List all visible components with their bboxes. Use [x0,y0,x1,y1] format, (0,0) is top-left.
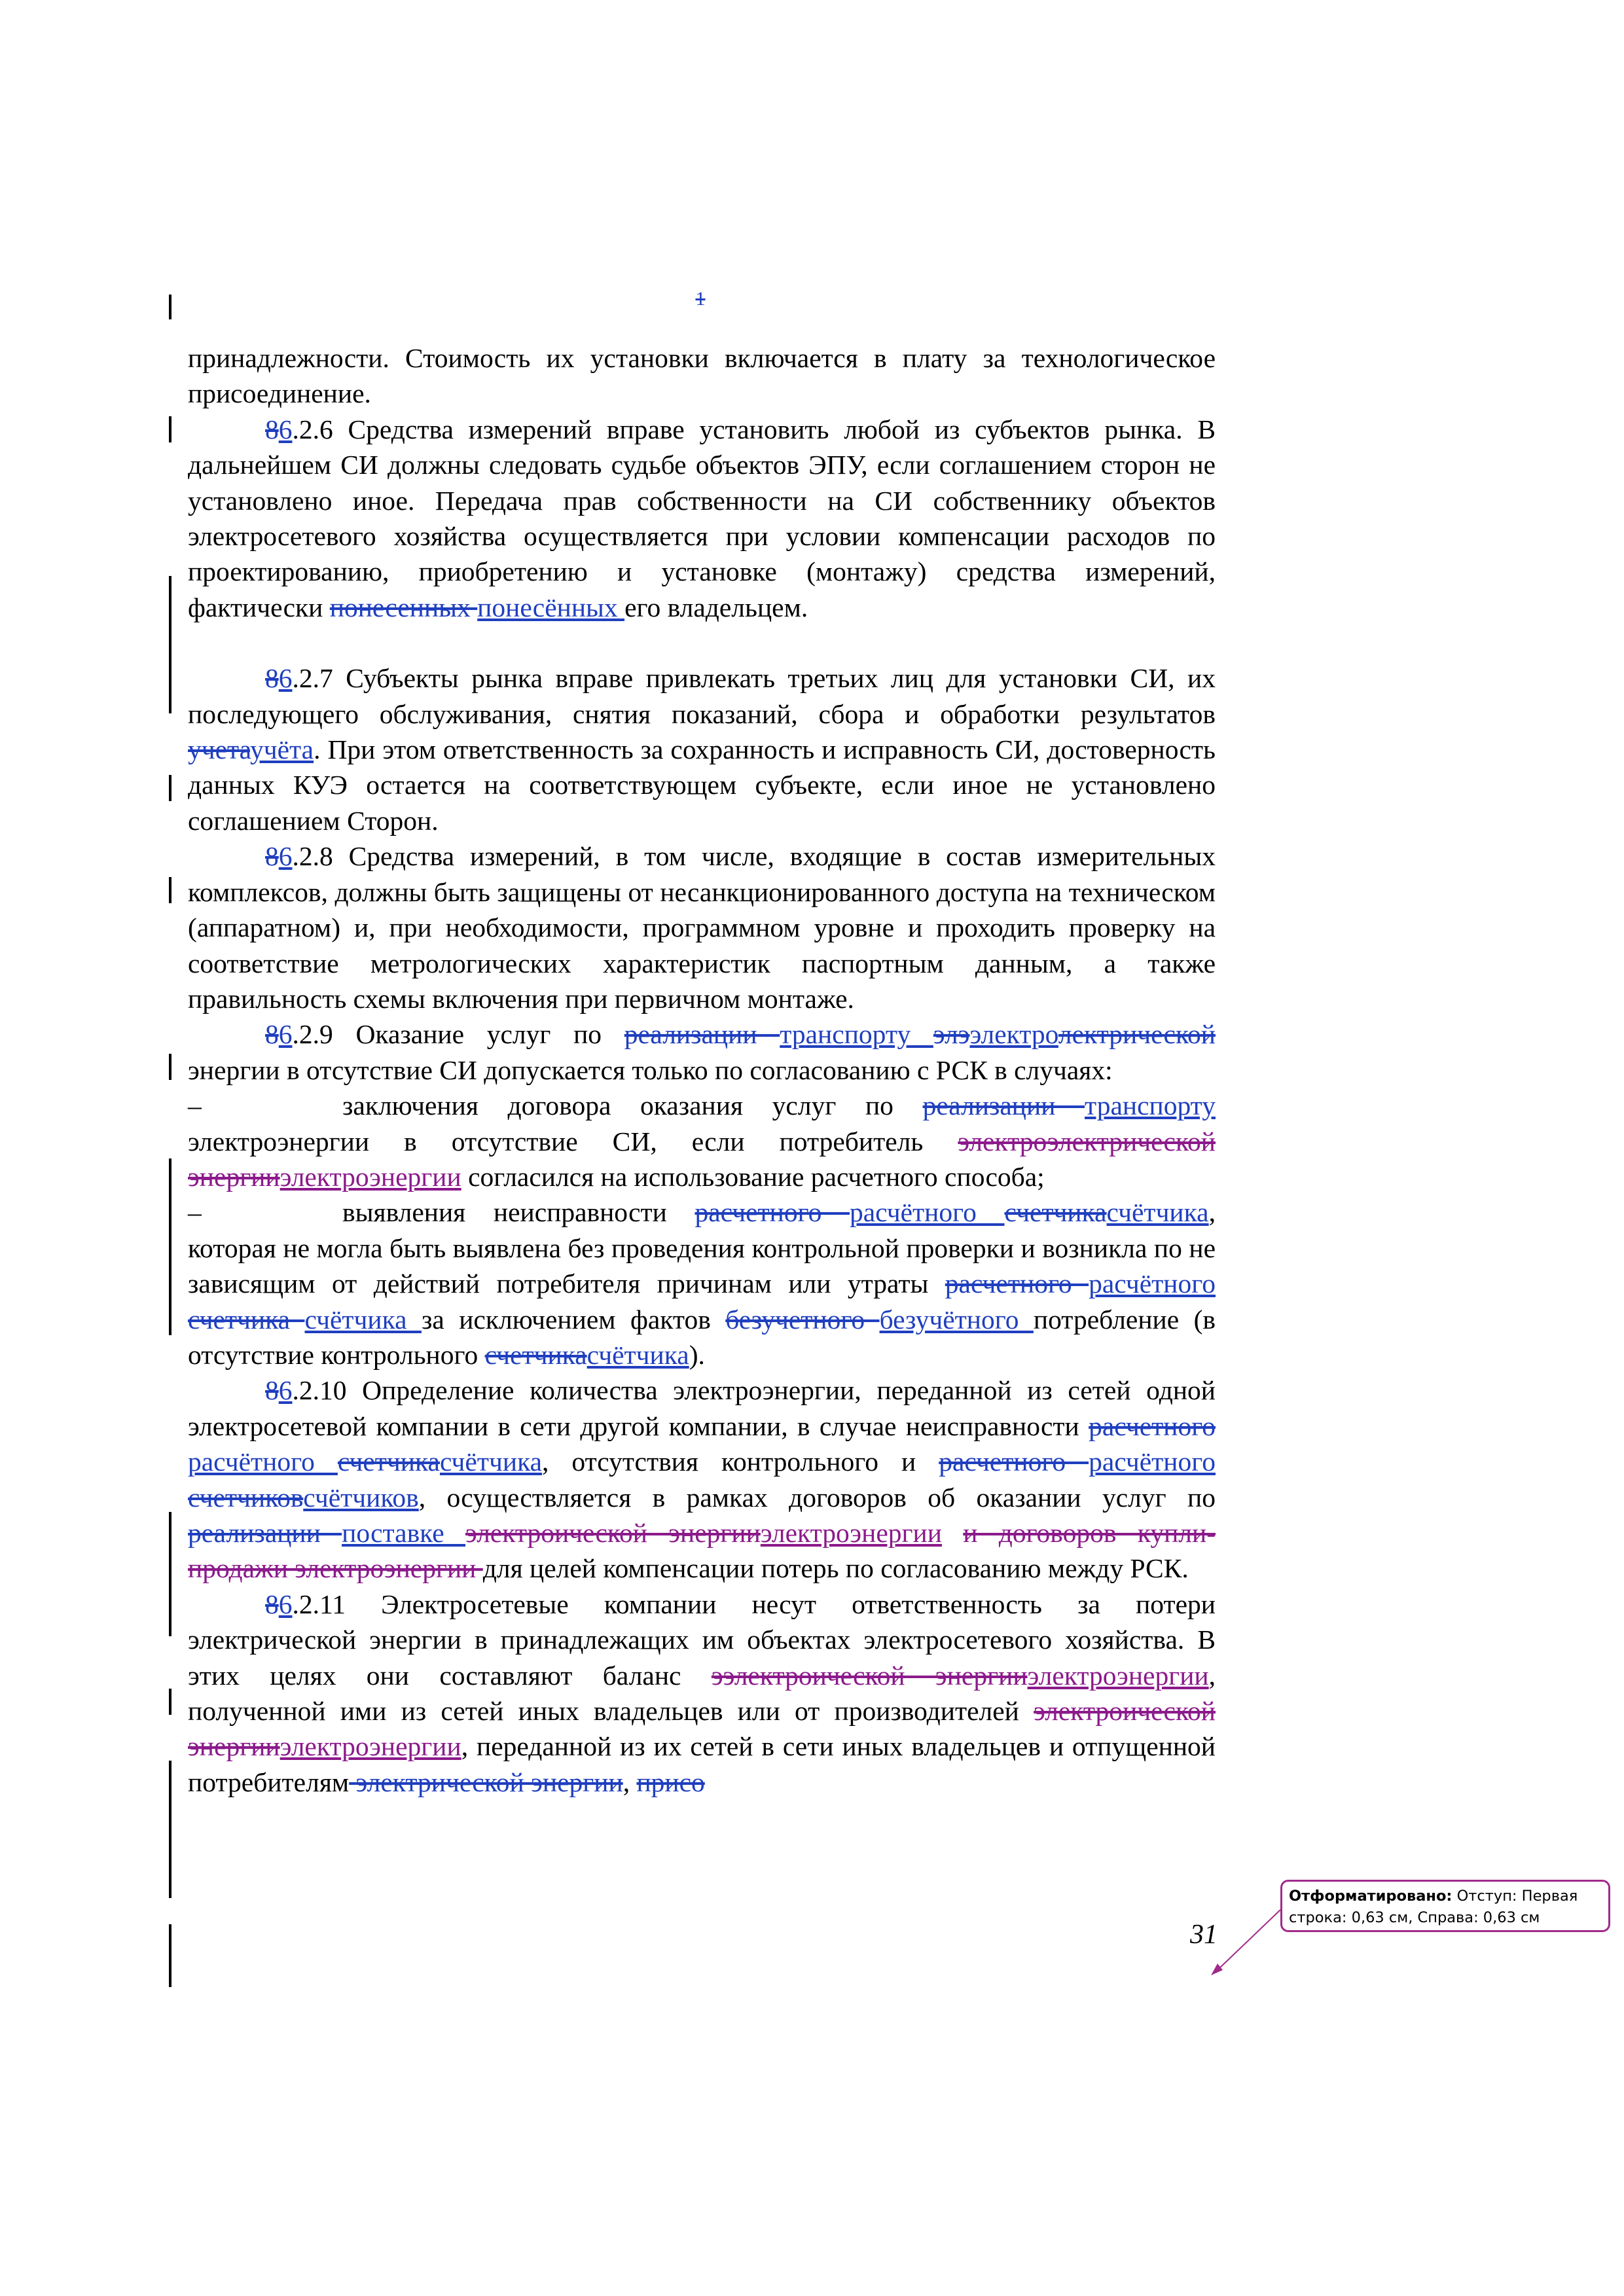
change-bar [169,1689,171,1715]
inserted-text: электроэнергии [1027,1660,1209,1691]
change-bar [169,1761,171,1898]
deleted-text: лектрической [1058,1019,1216,1050]
list-text: потребление (в отсутствие контрольного [188,1304,1216,1370]
paragraph-text [942,1518,963,1548]
change-bar [169,1512,171,1636]
paragraph-text: Определение количества электроэнергии, переданной из сетей одной электросетевой компании в сети другой компании, в случае неисправности [188,1375,1216,1441]
header-marker: 1 [695,288,706,310]
deleted-number: 8 [265,1019,279,1050]
deleted-text: расчетного [945,1268,1089,1299]
deleted-text: реализации [922,1090,1085,1121]
paragraph-text: Электросетевые компании несут ответственность за потери электрической энергии в принадлежащих им объектах электросетевого хозяйства. В этих целях они составляют баланс [188,1588,1216,1691]
inserted-text: электроэнергии [280,1731,461,1762]
deleted-text: электрической энергии [349,1767,623,1797]
list-text: электроэнергии в отсутствие СИ, если потребитель [188,1126,958,1157]
list-text: , которая не могла быть выявлена без проведения контрольной проверки и возникла по не зависящим от действий потребителя причинам или утраты [188,1197,1216,1299]
paragraph-6-2-8 [188,838,1216,1016]
inserted-text: счётчика [304,1304,422,1335]
deleted-text: расчетного [695,1197,850,1228]
page-number: 31 [1190,1920,1218,1950]
inserted-text: счётчиков [303,1482,419,1513]
deleted-text: электро [958,1126,1047,1157]
paragraph-text: его владельцем. [624,592,808,622]
inserted-text: транспорту [780,1019,933,1050]
deleted-number: 8 [265,663,279,694]
deleted-text: электроической энергии [188,1696,1216,1762]
inserted-text: электроэнергии [280,1161,461,1192]
inserted-number: 6 [278,1019,293,1050]
deleted-number: 8 [265,841,279,872]
list-dash: – [188,1090,202,1121]
deleted-text: реализации [188,1518,342,1548]
list-item [188,1088,1216,1194]
clause-number: .2.10 [292,1375,363,1406]
list-text: ). [689,1339,705,1370]
clause-number: .2.7 [292,663,346,694]
deleted-text: реализации [624,1019,780,1050]
list-text: согласился на использование расчетного способа; [461,1161,1045,1192]
list-item [188,1194,1216,1372]
deleted-number: 8 [265,1588,279,1619]
inserted-text: электроэнергии [760,1518,942,1548]
deleted-text: счетчика [337,1446,440,1477]
inserted-number: 6 [278,1588,293,1619]
change-bar [169,775,171,801]
deleted-text: присо [636,1767,705,1797]
list-text: за исключением фактов [421,1304,726,1335]
inserted-text: расчётного [849,1197,1005,1228]
paragraph-text: , полученной ими из сетей иных владельцев или от производителей [188,1660,1216,1727]
deleted-text: счетчика [484,1339,587,1370]
paragraph-6-2-9 [188,1016,1216,1088]
inserted-text: транспорту [1085,1090,1216,1121]
deleted-text: расчетного [939,1446,1089,1477]
list-text: выявления неисправности [342,1197,695,1228]
paragraph-text: Средства измерений вправе установить любой из субъектов рынка. В дальнейшем СИ должны следовать судьбе объектов ЭПУ, если соглашением сторон не установлено иное. Передача прав собственности на СИ собственнику объектов электросетевого хозяйства осуществляется при условии компенсации расходов по проектированию, приобретению и установке (монтажу) средства измерений, фактически [188,414,1216,622]
deleted-text: и договоров купли-продажи электроэнергии [188,1518,1216,1584]
paragraph-text: . При этом ответственность за сохранность и исправность СИ, достоверность данных КУЭ остается на соответствующем субъекте, если иное не установлено соглашением Сторон. [188,734,1216,836]
change-bar [169,877,171,903]
deleted-text: счетчиков [188,1482,304,1513]
inserted-text: расчётного [188,1446,338,1477]
change-bar [169,1054,171,1080]
paragraph-text: Средства измерений, в том числе, входящие в состав измерительных комплексов, должны быть защищены от несанкционированного доступа на техническом (аппаратном) и, при необходимости, программном уровне и проходить проверку на соответствие метрологических характеристик паспортным данным, а также правильность схемы включения при первичном монтаже. [188,841,1216,1014]
paragraph-6-2-10 [188,1372,1216,1586]
paragraph-6-2-7 [188,660,1216,838]
deleted-text: электрической энергии [188,1126,1216,1192]
deleted-number: 8 [265,414,279,444]
clause-number: .2.11 [292,1588,382,1619]
deleted-number: 8 [265,1375,279,1406]
paragraph-6-2-11 [188,1587,1216,1800]
change-bar [169,1924,171,1987]
body-text [188,340,1216,1800]
paragraph-text: Оказание услуг по [355,1019,624,1050]
inserted-text: безучётного [879,1304,1034,1335]
paragraph-text: для целей компенсации потерь по согласованию между РСК. [482,1553,1189,1584]
inserted-number: 6 [278,663,293,694]
deleted-text: безучетного [725,1304,880,1335]
deleted-text: ээлектроической энергии [711,1660,1028,1691]
change-bar [169,1158,171,1335]
paragraph-text: , отсутствия контрольного и [542,1446,939,1477]
inserted-text: поставке [342,1518,466,1548]
inserted-text: расчётного [1089,1446,1216,1477]
paragraph-text: , [623,1767,637,1797]
clause-number: .2.9 [292,1019,356,1050]
paragraph-text: , осуществляется в рамках договоров об оказании услуг по [418,1482,1216,1513]
deleted-text: понесенных [329,592,478,622]
paragraph-text: Субъекты рынка вправе привлекать третьих лиц для установки СИ, их последующего обслуживания, снятия показаний, сбора и обработки результатов [188,663,1216,729]
format-comment-balloon[interactable] [1280,1880,1610,1932]
change-bar [169,416,171,442]
inserted-text: расчётного [1089,1268,1216,1299]
list-text: заключения договора оказания услуг по [342,1090,923,1121]
paragraph-text: , переданной из их сетей в сети иных владельцев и отпущенной потребителям [188,1731,1216,1797]
deleted-text: счетчика [1004,1197,1107,1228]
list-dash: – [188,1197,202,1228]
comment-title: Отформатировано: [1289,1888,1453,1905]
paragraph-continued: принадлежности. Стоимость их установки включается в плату за технологическое присоединение. [188,343,1216,409]
inserted-text: счётчика [1106,1197,1209,1228]
deleted-text: электроической энергии [465,1518,761,1548]
paragraph-text: энергии в отсутствие СИ допускается только по согласованию с РСК в случаях: [188,1054,1113,1085]
inserted-number: 6 [278,1375,293,1406]
inserted-text: понесённых [477,592,625,622]
paragraph-6-2-6 [188,412,1216,625]
clause-number: .2.8 [292,841,349,872]
deleted-text: счетчика [188,1304,305,1335]
inserted-text: учёта [250,734,314,765]
inserted-text: электро [969,1019,1058,1050]
inserted-text: счётчика [586,1339,689,1370]
blank-line [188,625,1216,660]
inserted-number: 6 [278,414,293,444]
deleted-text: учета [188,734,250,765]
deleted-text: расчетного [1089,1410,1216,1441]
change-bar [169,295,171,319]
inserted-text: счётчика [439,1446,543,1477]
deleted-text: элэ [933,1019,970,1050]
clause-number: .2.6 [292,414,348,444]
comment-text: Отступ: Первая строка: 0,63 см, Справа: 0,63 см [1289,1888,1578,1926]
inserted-number: 6 [278,841,293,872]
change-bar [169,576,171,713]
